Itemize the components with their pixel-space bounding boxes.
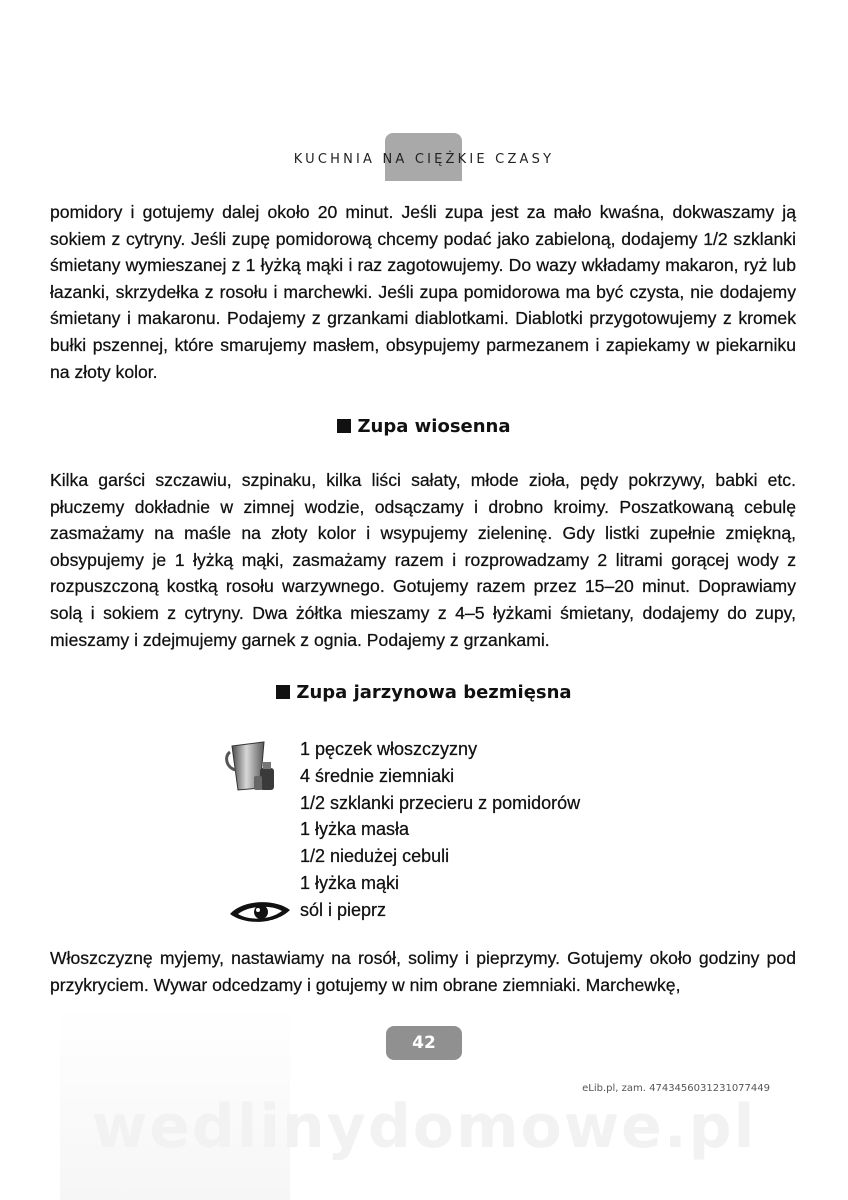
heading-zupa-jarzynowa	[0, 682, 848, 703]
list-item: 1/2 szklanki przecieru z pomidorów	[300, 792, 581, 813]
heading-zupa-wiosenna	[0, 416, 848, 437]
running-header	[0, 152, 848, 167]
wiosenna-paragraph: Kilka garści szczawiu, szpinaku, kilka liści sałaty, młode zioła, pędy pokrzywy, babki etc. płuczemy dokładnie w zimnej wodzie, odsączamy i drobno kroimy. Poszatkowaną cebulę zasmażamy na maśle na złoty kolor i wsypujemy zieleninę. Gdy listki zupełnie zmiękną, obsypujemy je 1 łyżką mąki, zasmażamy razem i rozprowadzamy 2 litrami gorącej wody z rozpuszczoną kostką rosołu warzywnego. Gotujemy razem przez 15–20 minut. Doprawiamy solą i sokiem z cytryny. Dwa żółtka mieszamy z 4–5 łyżkami śmietany, dodajemy do zupy, mieszamy i zdejmujemy garnek z ognia. Podajemy z grzankami.	[50, 470, 796, 650]
square-bullet-icon	[276, 685, 290, 699]
list-item: 1 pęczek włoszczyzny	[300, 739, 478, 759]
list-item: 1 łyżka masła	[300, 819, 410, 840]
list-item: sól i pieprz	[300, 899, 387, 920]
header-title-part1: KUCHNIA	[293, 152, 376, 167]
jarzynowa-paragraph: Włoszczyznę myjemy, nastawiamy na rosół, solimy i pieprzymy. Gotujemy około godziny pod przykryciem. Wywar odcedzamy i gotujemy w nim obrane ziemniaki. Marchewkę,	[50, 948, 796, 995]
heading-text: Zupa wiosenna	[357, 416, 511, 437]
list-item: 1/2 niedużej cebuli	[300, 846, 450, 867]
header-title-part2: NA CIĘŻKIE CZASY	[382, 152, 555, 167]
page-number: 42	[386, 1026, 462, 1060]
list-item: 1 łyżka mąki	[300, 872, 400, 893]
kitchenware-icon	[224, 738, 286, 794]
intro-paragraph: pomidory i gotujemy dalej około 20 minut. Jeśli zupa jest za mało kwaśna, dokwaszamy ją sokiem z cytryny. Jeśli zupę pomidorową chcemy podać jako zabieloną, dodajemy 1/2 szklanki śmietany wymieszanej z 1 łyżką mąki i raz zagotowujemy. Do wazy wkładamy makaron, ryż lub łazanki, skrzydełka z rosołu i marchewki. Jeśli zupa pomidorowa ma być czysta, nie dodajemy śmietany i makaronu. Podajemy z grzankami diablotkami. Diablotki przygotowujemy z kromek bułki pszennej, które smarujemy masłem, obsypujemy parmezanem i zapiekamy w piekarniku na złoty kolor.	[50, 202, 796, 382]
list-item: 4 średnie ziemniaki	[300, 765, 455, 786]
elib-order-line: eLib.pl, zam. 4743456031231077449	[582, 1083, 770, 1094]
heading-text: Zupa jarzynowa bezmięsna	[296, 682, 572, 703]
ingredient-list	[300, 736, 580, 924]
watermark: wedlinydomowe.pl	[91, 1092, 757, 1162]
eye-icon	[228, 898, 292, 926]
square-bullet-icon	[337, 419, 351, 433]
